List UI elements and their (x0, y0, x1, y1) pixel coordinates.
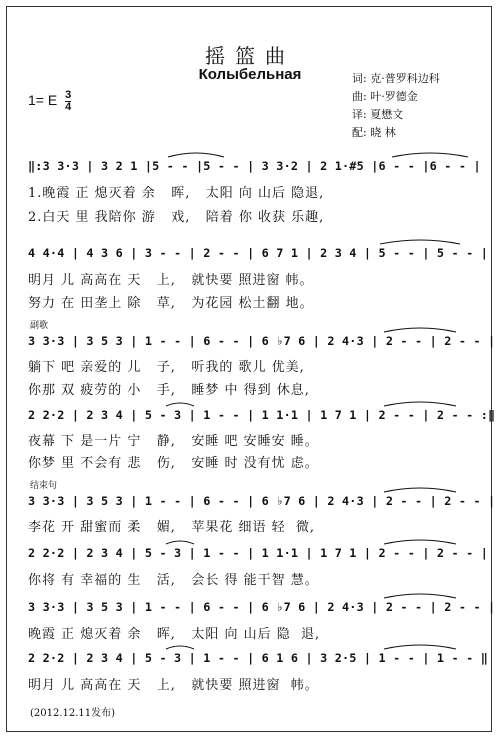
notation-line-7: 3 3·3 | 3 5 3 | 1 - - | 6 - - | 6 ♭7 6 | 2 4·3 | 2 - - | 2 - - | (28, 600, 496, 614)
section-label-chorus: 副歌 (30, 321, 49, 331)
notation-line-5: 3 3·3 | 3 5 3 | 1 - - | 6 - - | 6 ♭7 6 | 2 4·3 | 2 - - | 2 - - | (28, 494, 496, 508)
lyric-line-1a: 1.晚霞 正 熄灭着 余 晖, 太阳 向 山后 隐退, (28, 186, 325, 201)
notation-line-2: 4 4·4 | 4 3 6 | 3 - - | 2 - - | 6 7 1 | 2 3 4 | 5 - - | 5 - - | (28, 246, 489, 260)
time-signature (65, 90, 71, 113)
credit-composer: 曲: 叶·罗德金 (352, 90, 418, 103)
lyric-line-5: 李花 开 甜蜜而 柔 媚, 苹果花 细语 轻 微, (28, 520, 315, 535)
section-label-ending: 结束句 (30, 481, 58, 491)
publish-date: (2012.12.11发布) (30, 708, 116, 719)
notation-line-6: 2 2·2 | 2 3 4 | 5 - 3 | 1 - - | 1 1·1 | 1 7 1 | 2 - - | 2 - - | (28, 546, 489, 560)
lyric-line-7: 晚霞 正 熄灭着 余 晖, 太阳 向 山后 隐 退, (28, 627, 321, 642)
lyric-line-8: 明月 儿 高高在 天 上, 就快要 照进窗 帏。 (28, 678, 319, 693)
meter-top: 3 (65, 89, 72, 101)
notation-line-4: 2 2·2 | 2 3 4 | 5 - 3 | 1 - - | 1 1·1 | 1 7 1 | 2 - - | 2 - - :‖ (28, 408, 496, 422)
lyric-line-4b: 你梦 里 不会有 悲 伤, 安睡 时 没有忧 虑。 (28, 456, 319, 471)
lyric-line-1b: 2.白天 里 我陪你 游 戏, 陪着 你 收获 乐趣, (28, 210, 325, 225)
song-subtitle: Колыбельная (198, 66, 302, 83)
credit-arranger: 配: 晓 林 (352, 126, 396, 139)
key-signature (28, 90, 71, 113)
song-title: 摇篮曲 (205, 44, 295, 68)
credit-lyricist: 词: 克·普罗科边科 (352, 72, 440, 85)
lyric-line-6: 你将 有 幸福的 生 活, 会长 得 能干智 慧。 (28, 573, 319, 588)
lyric-line-2b: 努力 在 田垄上 除 草, 为花园 松土翻 地。 (28, 296, 314, 311)
key-label: 1= E (28, 92, 58, 109)
lyric-line-4a: 夜幕 下 是一片 宁 静, 安睡 吧 安睡安 睡。 (28, 434, 319, 449)
notation-line-3: 3 3·3 | 3 5 3 | 1 - - | 6 - - | 6 ♭7 6 | 2 4·3 | 2 - - | 2 - - | (28, 334, 496, 348)
notation-line-8: 2 2·2 | 2 3 4 | 5 - 3 | 1 - - | 6 1 6 | 3 2·5 | 1 - - | 1 - - ‖ (28, 651, 489, 665)
meter-bottom: 4 (65, 101, 72, 113)
lyric-line-3b: 你那 双 疲劳的 小 手, 睡梦 中 得到 休息, (28, 383, 310, 398)
notation-line-1: ‖:3 3·3 | 3 2 1 |5 - - |5 - - | 3 3·2 | 2 1·#5 |6 - - |6 - - | (28, 159, 481, 173)
credit-translator: 译: 夏懋文 (352, 108, 404, 121)
credits-block (352, 70, 440, 142)
lyric-line-2a: 明月 儿 高高在 天 上, 就快要 照进窗 帏。 (28, 273, 314, 288)
lyric-line-3a: 躺下 吧 亲爱的 儿 子, 听我的 歌儿 优美, (28, 360, 305, 375)
